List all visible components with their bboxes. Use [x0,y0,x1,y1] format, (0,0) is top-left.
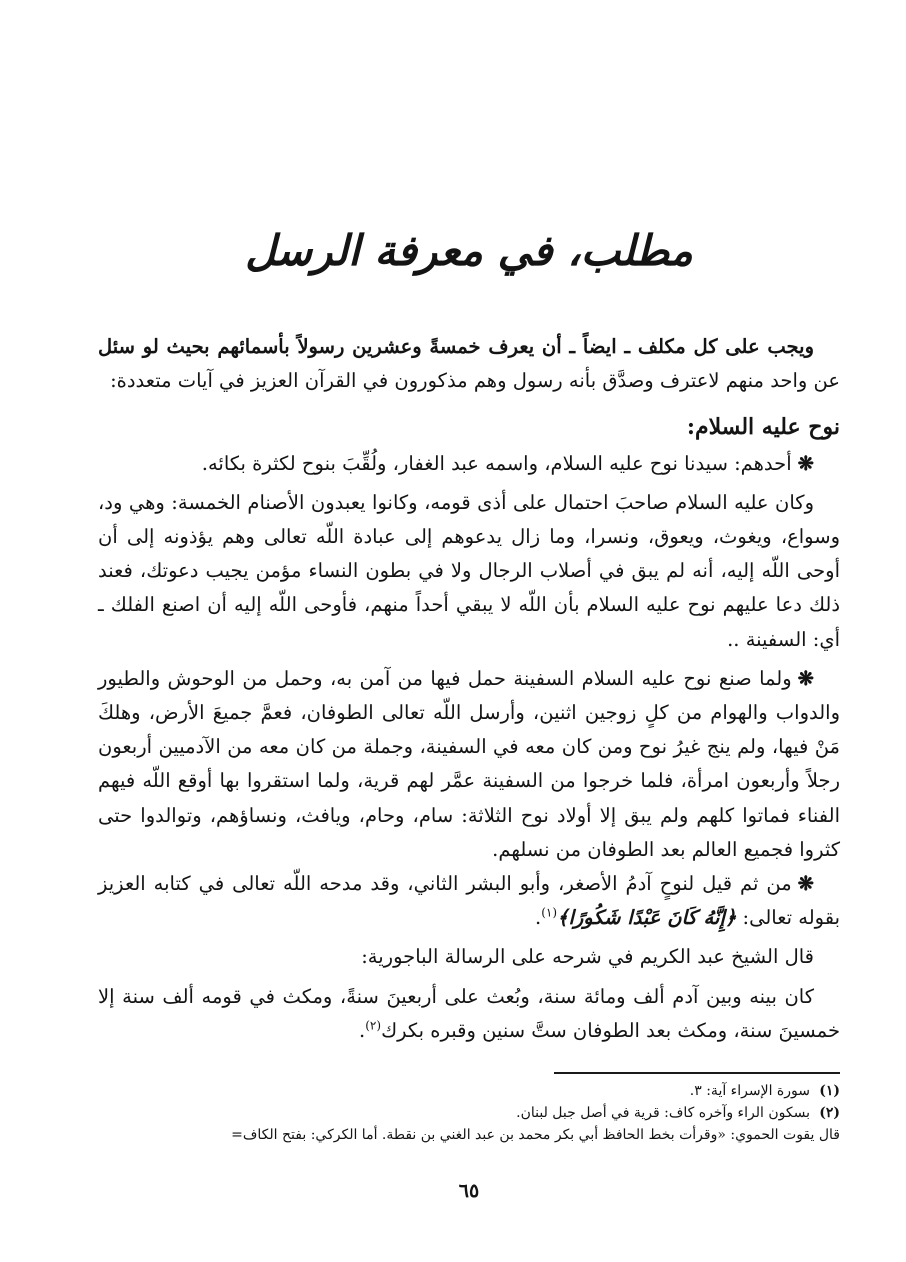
section-heading: نوح عليه السلام: [686,414,840,441]
paragraph-4-end: . [535,906,542,930]
paragraph-6-end: . [359,1018,366,1042]
paragraph-6 [98,980,840,1048]
paragraph-5: قال الشيخ عبد الكريم في شرحه على الرسالة الباجورية: [361,945,814,969]
footnote-number: (١) [819,1083,840,1099]
paragraph-4-text: من ثم قيل لنوحٍ آدمُ الأصغر، وأبو البشر الثاني، وقد مدحه اللّه تعالى في كتابه العزيز بقوله تعالى: [98,872,840,930]
paragraph-2: وكان عليه السلام صاحبَ احتمال على أذى قومه، وكانوا يعبدون الأصنام الخمسة: وهي ود، وسواع، ويغوث، ويعوق، ونسرا، وما زال يدعوهم إلى عبادة اللّه تعالى وهم يؤذونه إلى أن أوحى اللّه إليه، أنه لم يبق في أصلاب الرجال ولا في بطون النساء مؤمن يجيب دعوتك، فعند ذلك دعا عليهم نوح عليه السلام بأن اللّه لا يبقي أحداً منهم، فأوحى اللّه إليه أن اصنع الفلك ـ أي: السفينة .. [98,490,840,651]
book-page [98,0,840,1262]
paragraph-3-text: ولما صنع نوح عليه السلام السفينة حمل فيها من آمن به، وحمل من الوحوش والطيور والدواب والهوام من كلٍ زوجين اثنين، وأرسل اللّه تعالى الطوفان، فعمَّ جميعَ الأرض، وهلكَ مَنْ فيها، ولم ينج غيرُ نوح ومن كان معه في السفينة، وجملة من كان معه من الآدميين أربعون رجلاً وأربعون امرأة، فلما خرجوا من السفينة عمَّر لهم قرية، ولما استقروا بها أوقع اللّه فيهم الفناء فماتوا كلهم ولم يبق إلا أولاد نوح الثلاثة: سام، وحام، ويافث، ونساؤهم، وتوالدوا حتى كثروا فجميع العالم بعد الطوفان من نسلهم. [98,666,840,861]
paragraph-4 [98,867,840,935]
paragraph-6-text: كان بينه وبين آدم ألف ومائة سنة، وبُعث على أربعينَ سنةً، ومكث في قومه ألف سنة إلا خمسينَ سنة، ومكث بعد الطوفان ستَّ سنين وقبره بكرك [98,984,840,1042]
footnote-divider [554,1072,840,1074]
quran-verse: ﴿إِنَّهُ كَانَ عَبْدًا شَكُورًا﴾ [557,906,737,930]
intro-paragraph [98,330,840,398]
footnote-text: سورة الإسراء آية: ٣. [689,1083,810,1099]
intro-rest-text: عن واحد منهم لاعترف وصدَّق بأنه رسول وهم مذكورون في القرآن العزيز في آيات متعددة: [110,369,840,393]
footnote-ref-1[interactable]: (١) [541,905,558,920]
intro-bold-text: ويجب على كل مكلف ـ ايضاً ـ أن يعرف خمسةً وعشرين رسولاً بأسمائهم بحيث لو سئل [98,335,814,358]
star-bullet-icon: ❋ [797,872,814,896]
footnote-text: قال يقوت الحموي: «وقرأت بخط الحافظ أبي بكر محمد بن عبد الغني بن نقطة. أما الكركي: بفتح الكاف= [231,1127,840,1143]
page-number: ٦٥ [458,1180,480,1202]
paragraph-3 [98,662,840,867]
main-text [98,330,840,1048]
footnote-ref-2[interactable]: (٢) [365,1018,382,1033]
footnote-2 [98,1102,840,1124]
footnote-number: (٢) [819,1105,840,1121]
star-bullet-icon: ❋ [797,451,814,475]
footnote-1 [98,1080,840,1102]
paragraph-1-text: أحدهم: سيدنا نوح عليه السلام، واسمه عبد الغفار، ولُقِّبَ بنوح لكثرة بكائه. [201,451,792,475]
page-title: مطلب، في معرفة الرسل [245,226,693,275]
star-bullet-icon: ❋ [797,666,814,690]
paragraph-1 [98,447,840,481]
footnote-2-continued [98,1124,840,1146]
footnotes [98,1080,840,1146]
footnote-text: بسكون الراء وآخره كاف: قرية في أصل جبل لبنان. [516,1105,810,1121]
